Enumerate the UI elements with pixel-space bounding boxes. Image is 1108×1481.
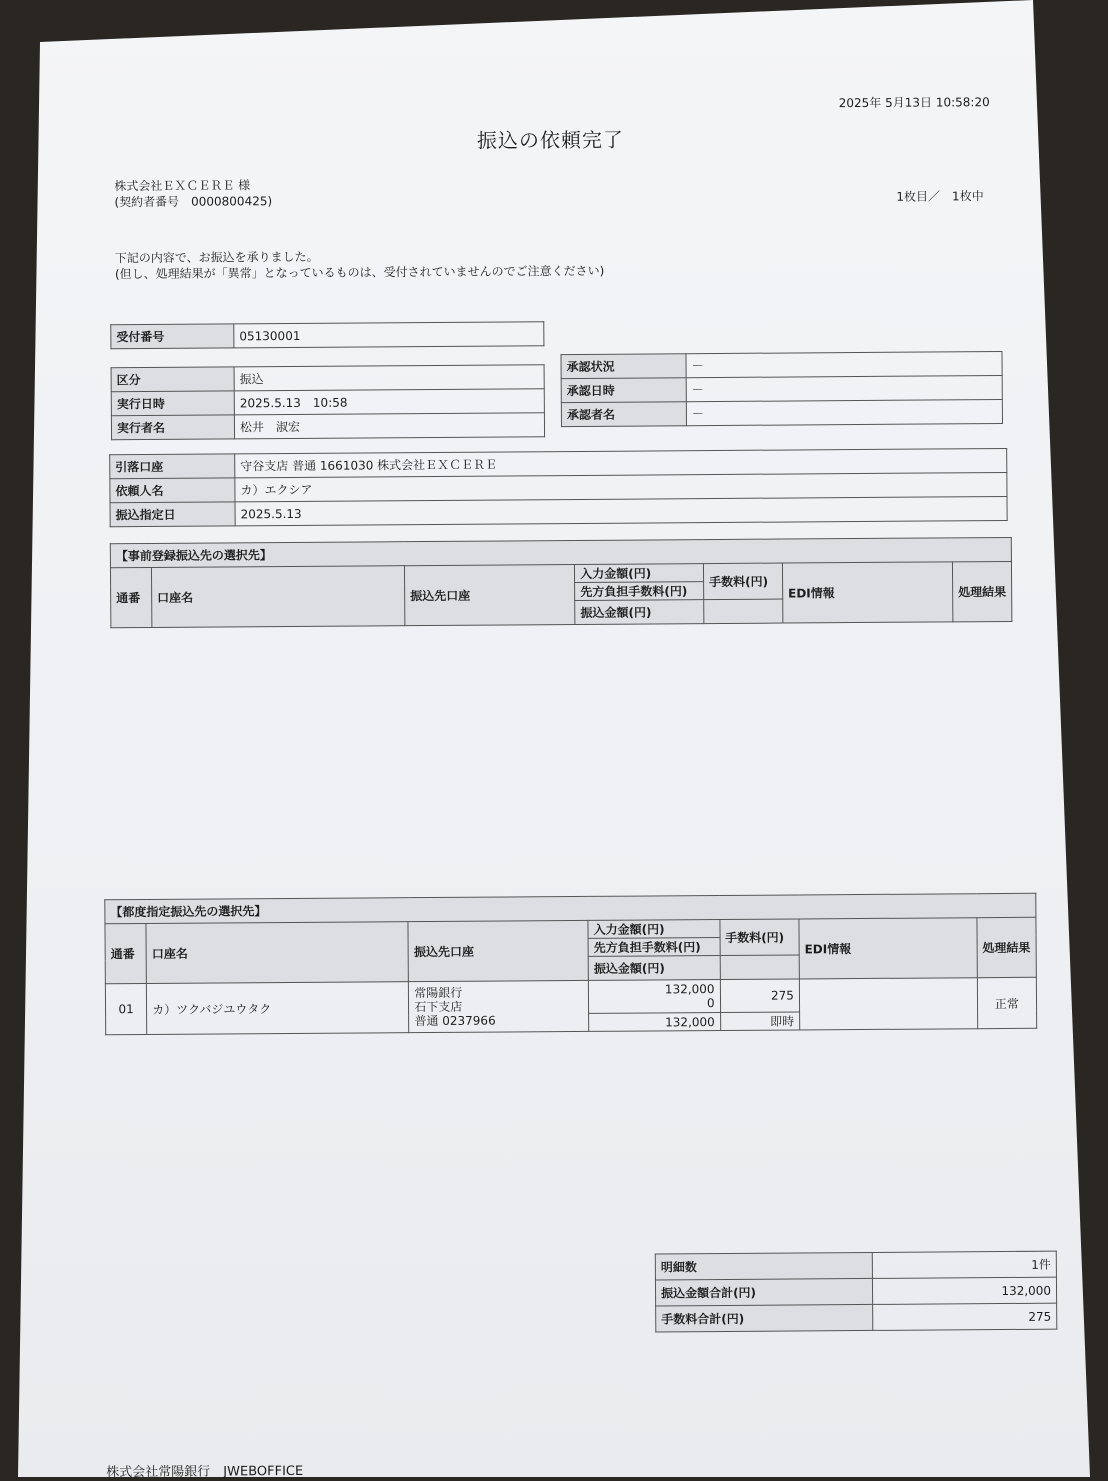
row-fee-timing: 即時: [720, 1012, 799, 1031]
col-seq: 通番: [110, 567, 151, 627]
company-name: 株式会社ＥＸＣＥＲＥ 様: [114, 178, 251, 194]
col-fee: 手数料(円): [703, 563, 782, 600]
summary-value: 275: [873, 1303, 1057, 1330]
table-row: [105, 977, 1036, 1016]
approval-label: 承認日時: [561, 378, 686, 403]
col-account-name: 口座名: [151, 566, 405, 628]
transfer-info-label: 引落口座: [110, 454, 235, 479]
approval-table: [560, 351, 1002, 427]
col-result: 処理結果: [952, 561, 1011, 621]
row-seq: 01: [105, 984, 147, 1035]
summary-label: 手数料合計(円): [656, 1304, 873, 1332]
col-result: 処理結果: [977, 917, 1037, 977]
col-account-name: 口座名: [146, 922, 409, 984]
col-fee-blank: [704, 599, 783, 624]
col-receiver-fee: 先方負担手数料(円): [588, 937, 720, 956]
summary-row: [655, 1251, 1056, 1280]
col-edi: EDI情報: [782, 562, 952, 623]
approval-value: －: [686, 400, 1002, 426]
row-input-amount-cell: [588, 979, 720, 1013]
execution-row: [111, 413, 544, 440]
preregistered-section-title: 【事前登録振込先の選択先】: [110, 537, 1011, 567]
execution-value: 2025.5.13 10:58: [234, 389, 544, 415]
transfer-info-row: [110, 496, 1007, 526]
transfer-info-label: 振込指定日: [110, 502, 235, 527]
transfer-info-value: 2025.5.13: [235, 496, 1007, 525]
execution-label: 実行者名: [111, 415, 234, 440]
col-fee-blank: [720, 955, 799, 980]
execution-value: 振込: [234, 365, 544, 391]
row-input-amount: 132,000: [664, 982, 715, 997]
approval-label: 承認者名: [561, 402, 686, 427]
col-transfer-amount: 振込金額(円): [588, 955, 720, 980]
summary-table: [655, 1251, 1058, 1333]
col-edi: EDI情報: [799, 918, 977, 979]
execution-table: [111, 364, 545, 440]
approval-row: [561, 376, 1002, 403]
col-dest-account: 振込先口座: [408, 920, 588, 981]
page-title: 振込の依頼完了: [476, 127, 625, 153]
summary-value: 1件: [872, 1251, 1056, 1278]
transfer-info-label: 依頼人名: [110, 478, 235, 503]
summary-label: 振込金額合計(円): [655, 1278, 872, 1306]
footer-issuer: 株式会社常陽銀行 JWEBOFFICE: [106, 1463, 304, 1481]
summary-value: 132,000: [872, 1277, 1056, 1304]
row-branch: 石下支店: [414, 999, 463, 1015]
approval-label: 承認状況: [561, 354, 686, 379]
execution-row: [111, 365, 544, 392]
execution-label: 区分: [111, 367, 234, 392]
row-bank: 常陽銀行: [414, 985, 463, 1001]
page-indicator: 1枚目／ 1枚中: [896, 189, 984, 204]
transfer-info-value: カ）エクシア: [235, 472, 1007, 501]
col-seq: 通番: [105, 924, 147, 984]
row-edi: [799, 978, 977, 1030]
col-transfer-amount: 振込金額(円): [575, 600, 704, 625]
col-dest-account: 振込先口座: [405, 565, 576, 626]
execution-label: 実行日時: [111, 391, 234, 416]
execution-row: [111, 389, 544, 416]
summary-label: 明細数: [655, 1252, 872, 1280]
approval-row: [561, 352, 1002, 379]
preregistered-table: [110, 537, 1013, 628]
receipt-label: 受付番号: [111, 324, 234, 349]
row-account-name: カ）ツクバジユウタク: [147, 982, 409, 1035]
notice-line-1: 下記の内容で、お振込を承りました。: [114, 249, 319, 266]
print-datetime: 2025年 5月13日 10:58:20: [838, 95, 990, 111]
approval-value: －: [686, 352, 1002, 378]
receipt-number: 05130001: [234, 322, 544, 348]
summary-row: [656, 1303, 1057, 1332]
col-input-amount: 入力金額(円): [575, 564, 704, 583]
approval-value: －: [686, 376, 1002, 402]
transfer-info-value: 守谷支店 普通 1661030 株式会社ＥＸＣＥＲＥ: [235, 448, 1007, 477]
notice-line-2: (但し、処理結果が「異常」となっているものは、受付されていませんのでご注意ください): [114, 263, 605, 282]
col-input-amount: 入力金額(円): [588, 919, 720, 938]
row-dest-account: [409, 980, 589, 1032]
each-time-table: [104, 893, 1037, 1036]
row-receiver-fee: 0: [706, 996, 715, 1011]
row-account: 普通 0237966: [414, 1013, 496, 1029]
col-fee: 手数料(円): [720, 919, 800, 956]
transfer-info-table: [109, 448, 1007, 527]
row-transfer-amount: 132,000: [589, 1012, 721, 1031]
col-receiver-fee: 先方負担手数料(円): [575, 582, 704, 601]
contract-number: (契約者番号 0000800425): [114, 194, 273, 210]
approval-row: [561, 400, 1002, 427]
receipt-table: [110, 321, 544, 349]
row-fee: 275: [720, 979, 800, 1013]
row-result: 正常: [977, 977, 1037, 1028]
each-time-section-title: 【都度指定振込先の選択先】: [105, 893, 1036, 923]
summary-row: [655, 1277, 1056, 1306]
execution-value: 松井 淑宏: [234, 413, 544, 439]
